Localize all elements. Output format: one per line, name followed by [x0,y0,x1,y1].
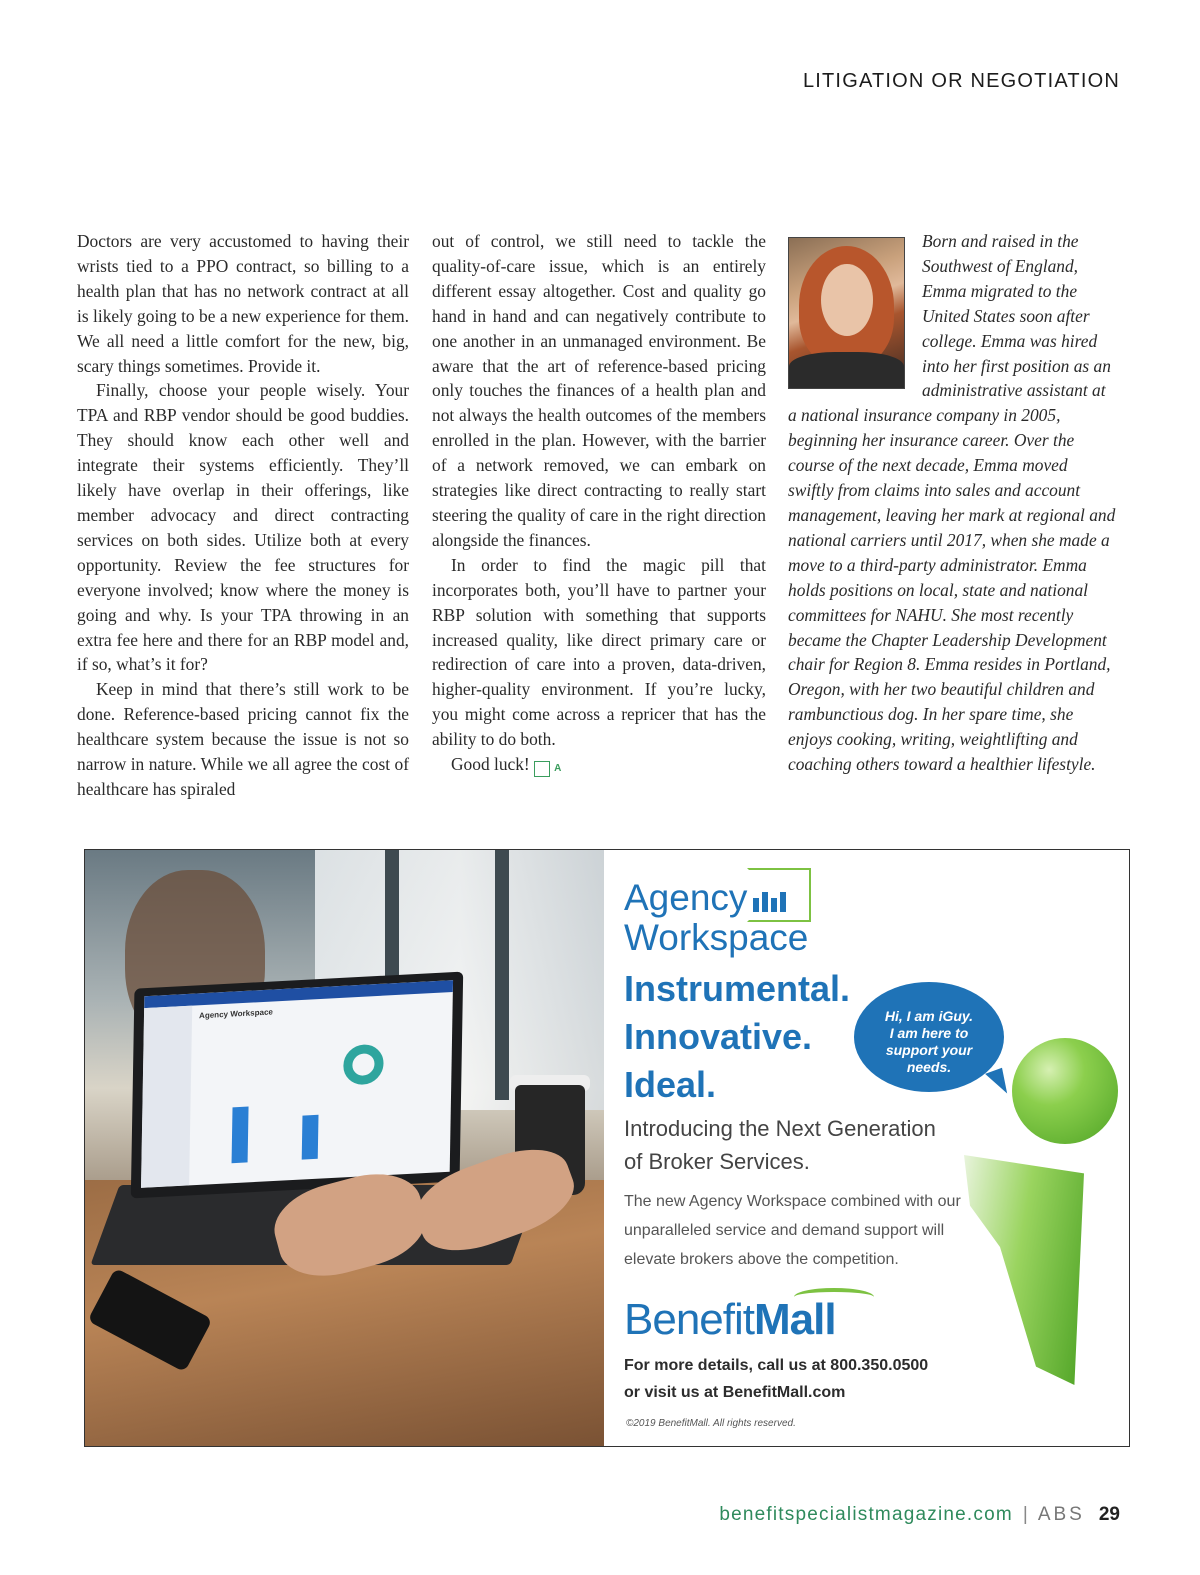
benefitmall-advertisement[interactable] [84,849,1130,1447]
section-title: LITIGATION OR NEGOTIATION [802,70,1120,92]
ad-headline: Instrumental. Innovative. Ideal. [624,968,851,1105]
footer-separator: | [1022,1504,1028,1525]
ad-copyright: ©2019 BenefitMall. All rights reserved. [626,1418,796,1429]
author-photo [788,237,905,389]
paragraph: Keep in mind that there’s still work to be done. Reference-based pricing cannot fix the healthcare system because the issue is not so narrow in nature. While we all agree the cost of healthcare has spiraled [77,679,409,799]
author-bio [788,229,1116,777]
people-bars-icon [753,872,789,912]
laptop-screen [131,972,463,1199]
bubble-tail [985,1068,1011,1099]
page-number: 29 [1098,1504,1120,1525]
article-column-1 [77,229,409,802]
ad-copy [604,850,1129,1446]
bio-text: Born and raised in the Southwest of England, Emma migrated to the United States soon after college. Emma was hired into her first position as an administrative assistant at a national insurance company in 2005, beginning her insurance career. Over the course of the next decade, Emma moved swiftly from claims into sales and account management, leaving her mark at regional and national carriers until 2017, when she made a move to a third-party administrator. Emma holds positions on local, state and national committees for NAHU. She most recently became the Chapter Leadership Development chair for Region 8. Emma resides in Portland, Oregon, with her two beautiful children and rambunctious dog. In her spare time, she enjoys cooking, writing, weightlifting and coaching others toward a healthier lifestyle. [788,231,1116,775]
page-footer [719,1504,1120,1526]
iguy-body-icon [964,1155,1084,1385]
ad-intro: Introducing the Next Generation of Broker Services. [624,1116,936,1174]
good-luck-text: Good luck! [451,754,530,775]
paragraph: Doctors are very accustomed to having their wrists tied to a PPO contract, so billing to a health plan that has no network contract at all is likely going to be a new experience for them. We all need a little comfort for the new, big, scary things sometimes. Provide it. [77,231,409,376]
ad-contact [624,1352,928,1406]
benefitmall-logo: BenefitMall [624,1295,836,1344]
iguy-head-icon [1012,1038,1118,1144]
screen-title: Agency Workspace [198,1007,273,1021]
contact-website[interactable]: or visit us at BenefitMall.com [624,1384,846,1401]
footer-site-link[interactable]: benefitspecialistmagazine.com [719,1504,1013,1525]
contact-phone[interactable]: For more details, call us at 800.350.0500 [624,1357,929,1374]
paragraph: Finally, choose your people wisely. Your TPA and RBP vendor should be good buddies. They should know each other well and integrate their systems efficiently. They’ll likely have overlap in their offerings, like member advocacy and direct contracting services on both sides. Utilize both at every opportunity. Review the fee structures for everyone involved; know where the money is going and why. Is your TPA throwing in an extra fee here and there for an RBP model and, if so, what’s it for? [77,380,409,675]
end-mark-icon: A [534,761,550,777]
agency-workspace-logo: Agency Workspace [624,872,808,958]
ad-body: The new Agency Workspace combined with our unparalleled service and demand support will elevate brokers above the competition. [624,1193,961,1268]
article-column-2 [432,229,766,777]
paragraph: In order to find the magic pill that incorporates both, you’ll have to partner your RBP solution with something that supports increased quality, like direct primary care or redirection of care into a proven, data-driven, higher-quality environment. If you’re lucky, you might come across a repricer that has the ability to do both. [432,554,766,750]
iguy-speech-bubble: Hi, I am iGuy. I am here to support your needs. [854,982,1004,1092]
donut-chart-icon [343,1044,384,1086]
laptop-photo [85,850,604,1446]
paragraph: out of control, we still need to tackle the quality-of-care issue, which is an entirely different essay altogether. Cost and quality go hand in hand and can negatively contribute to one another in an unmanaged environment. Be aware that the art of reference-based pricing only touches the finances of a health plan and not always the health outcomes of the members enrolled in the plan. However, with the barrier of a network removed, we can embark on strategies like direct contracting to really start steering the quality of care in the right direction alongside the finances. [432,231,766,550]
closing-line [432,752,766,777]
footer-abs: ABS [1037,1504,1085,1525]
